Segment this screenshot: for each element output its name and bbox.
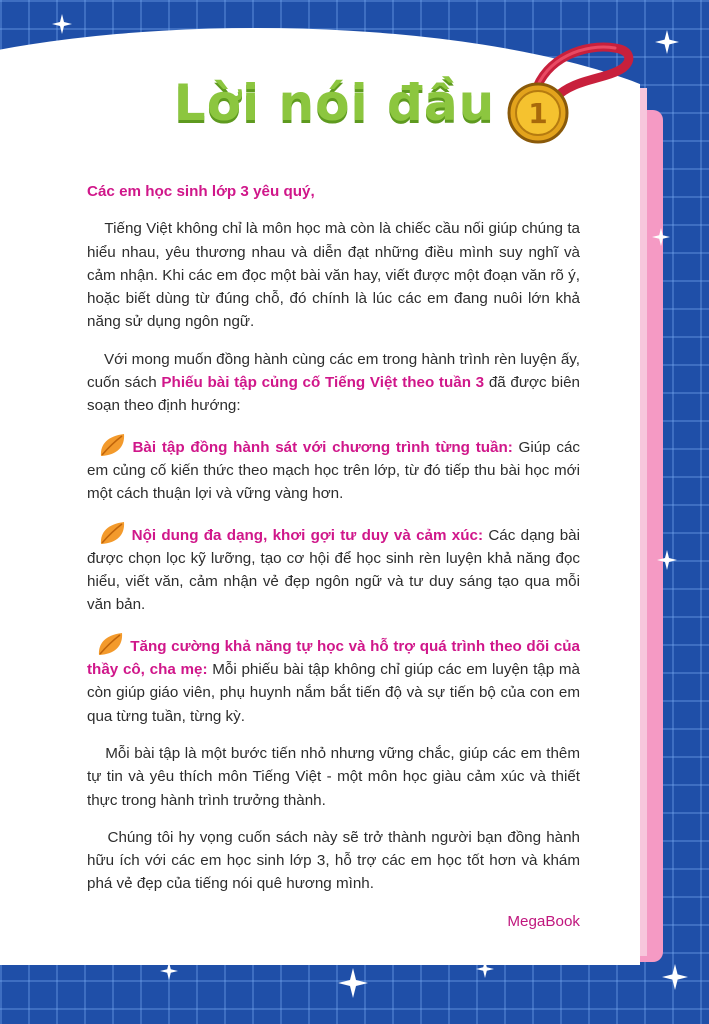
paragraph-4: Chúng tôi hy vọng cuốn sách này sẽ trở thành người bạn đồng hành hữu ích với các em học sinh lớp 3, hỗ trợ các em học tốt hơn và khám phá vẻ đẹp của tiếng nói quê hương mình. (87, 828, 580, 893)
paragraph-1: Tiếng Việt không chỉ là môn học mà còn là chiếc cầu nối giúp chúng ta hiểu nhau, yêu thương nhau và diễn đạt những điều mình suy nghĩ và cảm nhận. Khi các em đọc một bài văn hay, viết được một đoạn văn rõ ý, hoặc biết dùng từ đúng chỗ, đó chính là lúc các em đang nuôi lớn khả năng sử dụng ngôn ngữ. (87, 220, 580, 331)
medal-number: 1 (528, 97, 548, 130)
page-title: Lời nói đầu (173, 74, 496, 132)
sparkle-icon (652, 228, 670, 246)
sparkle-icon (476, 960, 494, 978)
signature: MegaBook (507, 912, 580, 930)
paragraph-2: Với mong muốn đồng hành cùng các em trong hành trình rèn luyện ấy, cuốn sách Phiếu bài tập củng cố Tiếng Việt theo tuần 3 đã được biên soạn theo định hướng: (87, 350, 581, 415)
paragraph-3: Mỗi bài tập là một bước tiến nhỏ nhưng vững chắc, giúp các em thêm tự tin và yêu thích môn Tiếng Việt - một môn học giàu cảm xúc và thiết thực trong hành trình trưởng thành. (87, 744, 580, 809)
medal-icon (505, 38, 635, 148)
bullet-1: Bài tập đồng hành sát với chương trình từng tuần: Giúp các em củng cố kiến thức theo mạch học trên lớp, từ đó tiếp thu bài học mới một cách thuận lợi và vững vàng hơn. (87, 432, 580, 506)
sparkle-icon (160, 962, 178, 980)
leaf-icon (96, 631, 126, 657)
sparkle-icon (338, 968, 368, 998)
greeting: Các em học sinh lớp 3 yêu quý, (87, 183, 315, 200)
leaf-icon (98, 432, 128, 458)
leaf-icon (98, 520, 128, 546)
sparkle-icon (657, 550, 677, 570)
sparkle-icon (662, 964, 688, 990)
sparkle-icon (52, 14, 72, 34)
book-title: Phiếu bài tập củng cố Tiếng Việt theo tuần 3 (161, 374, 485, 392)
bullet-3: Tăng cường khả năng tự học và hỗ trợ quá trình theo dõi của thầy cô, cha mẹ: Mỗi phiếu bài tập không chỉ giúp các em luyện tập mà còn giúp giáo viên, phụ huynh nắm bắt tiến độ và sự tiến bộ của con em qua từng tuần, từng kỳ. (87, 631, 580, 728)
preface-body (87, 180, 580, 947)
sparkle-icon (655, 30, 679, 54)
bullet-2: Nội dung đa dạng, khơi gợi tư duy và cảm xúc: Các dạng bài được chọn lọc kỹ lưỡng, tạo cơ hội để học sinh rèn luyện khả năng đọc hiểu, viết văn, cảm nhận vẻ đẹp ngôn ngữ và tư duy sáng tạo qua mỗi văn bản. (87, 520, 580, 617)
